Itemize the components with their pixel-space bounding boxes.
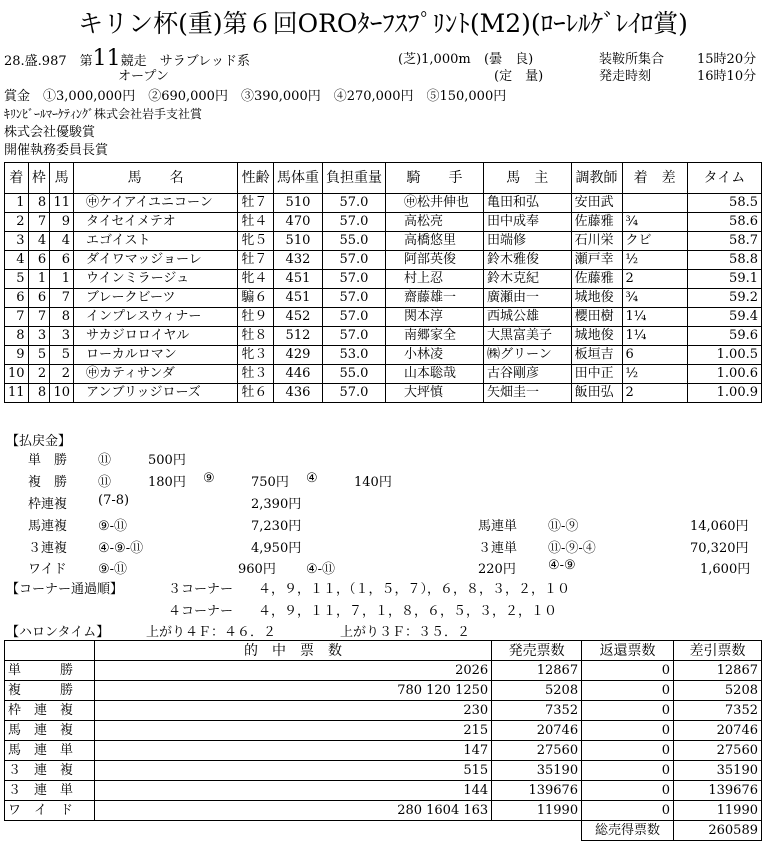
- cell-rank: 7: [5, 308, 29, 327]
- cell-jockey: 小林凌: [385, 346, 483, 365]
- ticket-cell-net: 12867: [674, 661, 762, 681]
- award-3: 開催執務委員長賞: [4, 143, 109, 158]
- cell-trainer: 瀬戸幸: [571, 251, 622, 270]
- cell-sex-age: 牝４: [238, 270, 274, 289]
- fukusho-combo-3: ④: [306, 471, 318, 486]
- cell-time: 58.8: [687, 251, 761, 270]
- ticket-row: [5, 681, 762, 701]
- cell-frame: 2: [28, 365, 50, 384]
- cell-burden: 57.0: [322, 384, 385, 403]
- result-row: [5, 346, 762, 365]
- fukusho-label: 複 勝: [28, 475, 68, 490]
- ticket-cell-net: 139676: [674, 781, 762, 801]
- cell-sex-age: 牡８: [238, 327, 274, 346]
- cell-weight: 451: [273, 270, 322, 289]
- cell-sex-age: 牡６: [238, 384, 274, 403]
- wakuren-label: 枠連複: [28, 497, 68, 512]
- fukusho-amount-1: 180円: [148, 475, 186, 490]
- cell-owner: ㈱グリーン: [484, 346, 572, 365]
- ticket-cell-sold: 11990: [492, 801, 582, 821]
- cell-weight: 470: [273, 213, 322, 232]
- col-frame: 枠: [28, 163, 50, 194]
- col-time: タイム: [687, 163, 761, 194]
- ticket-cell-refund: 0: [582, 761, 674, 781]
- cell-sex-age: 騸６: [238, 289, 274, 308]
- ticket-cell-hits: 515: [94, 761, 491, 781]
- results-header: [5, 163, 762, 194]
- cell-trainer: 城地俊: [571, 289, 622, 308]
- cell-owner: 田中成奉: [484, 213, 572, 232]
- ticket-cell-net: 27560: [674, 741, 762, 761]
- cell-time: 59.6: [687, 327, 761, 346]
- payout-label: 【払戻金】: [6, 434, 72, 449]
- fukusho-amount-3: 140円: [354, 475, 392, 490]
- cell-margin: 1¼: [622, 308, 687, 327]
- cell-frame: 8: [28, 194, 50, 213]
- cell-trainer: 飯田弘: [571, 384, 622, 403]
- cell-rank: 2: [5, 213, 29, 232]
- umaren-amount: 7,230円: [251, 519, 302, 534]
- cell-burden: 55.0: [322, 232, 385, 251]
- prize-row: 賞金 ①3,000,000円 ②690,000円 ③390,000円 ④270,000円 ⑤150,000円: [4, 89, 507, 104]
- ticket-cell-hits: 780 120 1250: [94, 681, 491, 701]
- cell-weight: 446: [273, 365, 322, 384]
- umatan-label: 馬連単: [478, 519, 518, 534]
- fukusho-amount-2: 750円: [251, 475, 289, 490]
- cell-jockey: 高松亮: [385, 213, 483, 232]
- race-number: 11: [92, 46, 121, 71]
- cell-rank: 11: [5, 384, 29, 403]
- ticket-cell-refund: 0: [582, 801, 674, 821]
- col-weight: 馬体重: [273, 163, 322, 194]
- cell-time: 1.00.5: [687, 346, 761, 365]
- race-code: 28.盛.987 第11競走 サラブレッド系: [4, 46, 251, 71]
- col-owner: 馬 主: [484, 163, 572, 194]
- fukusho-combo-1: ⑪: [98, 475, 112, 490]
- sanrentan-combo: ⑪-⑨-④: [548, 541, 596, 556]
- wide-combo-1: ⑨-⑪: [98, 562, 128, 577]
- cell-jockey: 村上忍: [385, 270, 483, 289]
- result-row: [5, 251, 762, 270]
- col-number: 馬: [50, 163, 74, 194]
- cell-trainer: 佐藤雅: [571, 270, 622, 289]
- weather: (曇 良): [484, 52, 534, 67]
- ticket-cell-refund: 0: [582, 701, 674, 721]
- ticket-row: [5, 741, 762, 761]
- corner-4-order: ４，９，１１，７，１，８，６，５，３，２，１０: [258, 604, 558, 619]
- cell-rank: 8: [5, 327, 29, 346]
- ticket-header: [5, 641, 762, 661]
- breed: サラブレッド系: [159, 54, 251, 69]
- ticket-table: [4, 640, 762, 841]
- result-row: [5, 213, 762, 232]
- cell-jockey: 南郷家全: [385, 327, 483, 346]
- cell-number: 7: [50, 289, 74, 308]
- ticket-cell-net: 35190: [674, 761, 762, 781]
- ticket-cell-sold: 12867: [492, 661, 582, 681]
- post-time: 16時10分: [697, 69, 757, 84]
- cell-margin: ½: [622, 251, 687, 270]
- cell-weight: 452: [273, 308, 322, 327]
- ticket-col-hits: 的 中 票 数: [94, 641, 491, 661]
- ticket-cell-sold: 27560: [492, 741, 582, 761]
- cell-sex-age: 牡３: [238, 365, 274, 384]
- cell-rank: 4: [5, 251, 29, 270]
- cell-sex-age: 牡７: [238, 194, 274, 213]
- cell-time: 1.00.6: [687, 365, 761, 384]
- award-2: 株式会社優駿賞: [4, 125, 96, 140]
- award-1: ｷﾘﾝﾋﾞｰﾙﾏｰｹﾃｨﾝｸﾞ株式会社岩手支社賞: [4, 107, 203, 121]
- sanrenpuku-label: ３連複: [28, 541, 68, 556]
- cell-time: 1.00.9: [687, 384, 761, 403]
- post-label: 発走時刻: [599, 69, 652, 84]
- cell-margin: [622, 194, 687, 213]
- ticket-cell-type: 馬 連 複: [5, 721, 95, 741]
- cell-horse: インプレスウィナー: [74, 308, 238, 327]
- cell-margin: ¾: [622, 289, 687, 308]
- cell-frame: 7: [28, 308, 50, 327]
- result-row: [5, 194, 762, 213]
- ticket-cell-net: 5208: [674, 681, 762, 701]
- cell-weight: 510: [273, 232, 322, 251]
- cell-weight: 436: [273, 384, 322, 403]
- cell-jockey: 齋藤雄一: [385, 289, 483, 308]
- cell-frame: 1: [28, 270, 50, 289]
- ticket-col-sold: 発売票数: [492, 641, 582, 661]
- wide-combo-2: ④-⑪: [306, 562, 336, 577]
- last-4f: 上がり４Ｆ：４６．２: [146, 625, 277, 640]
- cell-owner: 田端修: [484, 232, 572, 251]
- cell-owner: 亀田和弘: [484, 194, 572, 213]
- cell-trainer: 田中正: [571, 365, 622, 384]
- cell-jockey: 大坪慎: [385, 384, 483, 403]
- cell-rank: 5: [5, 270, 29, 289]
- umaren-combo: ⑨-⑪: [98, 519, 128, 534]
- cell-rank: 9: [5, 346, 29, 365]
- result-row: [5, 308, 762, 327]
- cell-time: 59.1: [687, 270, 761, 289]
- col-horse: 馬 名: [74, 163, 238, 194]
- results-table: [4, 162, 762, 403]
- cell-owner: 鈴木雅俊: [484, 251, 572, 270]
- cell-sex-age: 牡９: [238, 308, 274, 327]
- col-trainer: 調教師: [571, 163, 622, 194]
- cell-rank: 1: [5, 194, 29, 213]
- ticket-row: [5, 721, 762, 741]
- ticket-col-type: [5, 641, 95, 661]
- cell-margin: ½: [622, 365, 687, 384]
- wide-label: ワイド: [28, 562, 67, 577]
- result-row: [5, 289, 762, 308]
- tansho-combo: ⑪: [98, 453, 112, 468]
- cell-rank: 3: [5, 232, 29, 251]
- umatan-amount: 14,060円: [690, 519, 749, 534]
- page-title: キリン杯(重)第６回OROﾀｰﾌｽﾌﾟﾘﾝﾄ(M2)(ﾛｰﾚﾙｹﾞﾚｲﾛ賞): [78, 9, 688, 38]
- cell-sex-age: 牡７: [238, 251, 274, 270]
- total-value: 260589: [674, 821, 762, 841]
- cell-owner: 矢畑圭一: [484, 384, 572, 403]
- cell-jockey: 阿部英俊: [385, 251, 483, 270]
- cell-burden: 53.0: [322, 346, 385, 365]
- cell-horse: ㊥カティサンダ: [74, 365, 238, 384]
- tansho-amount: 500円: [148, 453, 186, 468]
- total-label: 総売得票数: [582, 821, 674, 841]
- race-class: オープン: [118, 69, 169, 84]
- cell-owner: 古谷剛彦: [484, 365, 572, 384]
- cell-frame: 8: [28, 384, 50, 403]
- prize-values: ①3,000,000円 ②690,000円 ③390,000円 ④270,000円 ⑤150,000円: [43, 89, 507, 104]
- ticket-cell-refund: 0: [582, 661, 674, 681]
- fukusho-combo-2: ⑨: [203, 471, 215, 486]
- ticket-cell-sold: 5208: [492, 681, 582, 701]
- course: (芝)1,000m: [398, 52, 471, 67]
- cell-burden: 57.0: [322, 251, 385, 270]
- cell-margin: クビ: [622, 232, 687, 251]
- ticket-cell-sold: 35190: [492, 761, 582, 781]
- cell-horse: ローカルロマン: [74, 346, 238, 365]
- corner-3-order: ４，９，１１，（１，５，７），６，８，３，２，１０: [258, 582, 571, 597]
- ticket-cell-hits: 215: [94, 721, 491, 741]
- cell-number: 3: [50, 327, 74, 346]
- cell-margin: 6: [622, 346, 687, 365]
- cell-burden: 57.0: [322, 194, 385, 213]
- ticket-row: [5, 701, 762, 721]
- cell-owner: 鈴木克紀: [484, 270, 572, 289]
- wide-amount-1: 960円: [238, 562, 276, 577]
- ticket-cell-type: ３ 連 単: [5, 781, 95, 801]
- cell-weight: 432: [273, 251, 322, 270]
- cell-horse: ウインミラージュ: [74, 270, 238, 289]
- corner-3-label: ３コーナー: [168, 582, 234, 597]
- ticket-row: [5, 781, 762, 801]
- ticket-col-net: 差引票数: [674, 641, 762, 661]
- cell-margin: ¾: [622, 213, 687, 232]
- cell-frame: 6: [28, 289, 50, 308]
- ticket-cell-hits: 144: [94, 781, 491, 801]
- cell-jockey: 山本聡哉: [385, 365, 483, 384]
- cell-trainer: 安田武: [571, 194, 622, 213]
- ticket-cell-refund: 0: [582, 781, 674, 801]
- cell-frame: 7: [28, 213, 50, 232]
- cell-burden: 55.0: [322, 365, 385, 384]
- cell-owner: 西城公雄: [484, 308, 572, 327]
- cell-horse: サカジロロイヤル: [74, 327, 238, 346]
- cell-number: 2: [50, 365, 74, 384]
- cell-weight: 451: [273, 289, 322, 308]
- col-burden: 負担重量: [322, 163, 385, 194]
- col-sex-age: 性齢: [238, 163, 274, 194]
- saddling-time: 15時20分: [697, 52, 757, 67]
- ticket-cell-sold: 7352: [492, 701, 582, 721]
- col-rank: 着: [5, 163, 29, 194]
- cell-trainer: 城地俊: [571, 327, 622, 346]
- cell-margin: 2: [622, 270, 687, 289]
- cell-horse: ㊥ケイアイユニコーン: [74, 194, 238, 213]
- ticket-row: [5, 801, 762, 821]
- wide-amount-3: 1,600円: [700, 562, 751, 577]
- ticket-row: [5, 661, 762, 681]
- sanrenpuku-amount: 4,950円: [251, 541, 302, 556]
- ticket-cell-net: 11990: [674, 801, 762, 821]
- umatan-combo: ⑪-⑨: [548, 519, 579, 534]
- cell-owner: 大黒富美子: [484, 327, 572, 346]
- ticket-cell-type: 馬 連 単: [5, 741, 95, 761]
- corner-4-label: ４コーナー: [168, 604, 234, 619]
- cell-burden: 57.0: [322, 213, 385, 232]
- sanrentan-amount: 70,320円: [690, 541, 749, 556]
- ticket-cell-net: 7352: [674, 701, 762, 721]
- ticket-cell-refund: 0: [582, 681, 674, 701]
- cell-number: 9: [50, 213, 74, 232]
- cell-trainer: 石川栄: [571, 232, 622, 251]
- cell-rank: 10: [5, 365, 29, 384]
- result-row: [5, 327, 762, 346]
- col-margin: 着 差: [622, 163, 687, 194]
- ticket-cell-hits: 230: [94, 701, 491, 721]
- cell-owner: 廣瀬由一: [484, 289, 572, 308]
- ticket-cell-refund: 0: [582, 721, 674, 741]
- cell-jockey: ㊥松井伸也: [385, 194, 483, 213]
- cell-sex-age: 牝３: [238, 346, 274, 365]
- ticket-cell-type: 枠 連 複: [5, 701, 95, 721]
- cell-number: 11: [50, 194, 74, 213]
- cell-rank: 6: [5, 289, 29, 308]
- cell-number: 10: [50, 384, 74, 403]
- sanrenpuku-combo: ④-⑨-⑪: [98, 541, 144, 556]
- wide-combo-3: ④-⑨: [548, 558, 576, 573]
- saddling-label: 装鞍所集合: [599, 52, 665, 67]
- last-3f: 上がり３Ｆ：３５．２: [340, 625, 471, 640]
- cell-number: 4: [50, 232, 74, 251]
- cell-trainer: 櫻田樹: [571, 308, 622, 327]
- cell-horse: エゴイスト: [74, 232, 238, 251]
- cell-time: 58.7: [687, 232, 761, 251]
- result-row: [5, 384, 762, 403]
- cell-horse: ダイワマッジョーレ: [74, 251, 238, 270]
- ticket-col-refund: 返還票数: [582, 641, 674, 661]
- cell-frame: 5: [28, 346, 50, 365]
- result-row: [5, 365, 762, 384]
- cell-sex-age: 牡４: [238, 213, 274, 232]
- cell-time: 59.2: [687, 289, 761, 308]
- cell-burden: 57.0: [322, 327, 385, 346]
- tansho-label: 単 勝: [28, 453, 68, 468]
- wide-amount-2: 220円: [478, 562, 516, 577]
- corners-label: 【コーナー通過順】: [6, 582, 124, 597]
- ticket-cell-sold: 20746: [492, 721, 582, 741]
- cell-burden: 57.0: [322, 289, 385, 308]
- cell-burden: 57.0: [322, 270, 385, 289]
- cell-weight: 429: [273, 346, 322, 365]
- cell-horse: アンブリッジローズ: [74, 384, 238, 403]
- cell-time: 58.6: [687, 213, 761, 232]
- cell-margin: 1¼: [622, 327, 687, 346]
- ticket-cell-type: 複 勝: [5, 681, 95, 701]
- cell-trainer: 板垣吉: [571, 346, 622, 365]
- result-row: [5, 232, 762, 251]
- ticket-cell-refund: 0: [582, 741, 674, 761]
- furlong-label: 【ハロンタイム】: [6, 625, 110, 640]
- wakuren-amount: 2,390円: [251, 497, 302, 512]
- result-row: [5, 270, 762, 289]
- cell-frame: 3: [28, 327, 50, 346]
- sanrentan-label: ３連単: [478, 541, 518, 556]
- ticket-cell-type: 単 勝: [5, 661, 95, 681]
- cell-number: 5: [50, 346, 74, 365]
- going: (定 量): [494, 69, 544, 84]
- cell-trainer: 佐藤雅: [571, 213, 622, 232]
- ticket-row: [5, 761, 762, 781]
- cell-time: 59.4: [687, 308, 761, 327]
- ticket-cell-hits: 2026: [94, 661, 491, 681]
- cell-weight: 512: [273, 327, 322, 346]
- ticket-cell-type: ３ 連 複: [5, 761, 95, 781]
- umaren-label: 馬連複: [28, 519, 68, 534]
- cell-sex-age: 牝５: [238, 232, 274, 251]
- cell-jockey: 高橋悠里: [385, 232, 483, 251]
- ticket-cell-hits: 280 1604 163: [94, 801, 491, 821]
- cell-time: 58.5: [687, 194, 761, 213]
- cell-margin: 2: [622, 384, 687, 403]
- ticket-cell-type: ワ イ ド: [5, 801, 95, 821]
- ticket-cell-sold: 139676: [492, 781, 582, 801]
- cell-horse: ブレークビーツ: [74, 289, 238, 308]
- cell-number: 1: [50, 270, 74, 289]
- ticket-cell-net: 20746: [674, 721, 762, 741]
- cell-horse: タイセイメテオ: [74, 213, 238, 232]
- cell-number: 6: [50, 251, 74, 270]
- cell-number: 8: [50, 308, 74, 327]
- cell-weight: 510: [273, 194, 322, 213]
- cell-burden: 57.0: [322, 308, 385, 327]
- ticket-total-row: [5, 821, 762, 841]
- cell-frame: 4: [28, 232, 50, 251]
- cell-frame: 6: [28, 251, 50, 270]
- wakuren-combo: (7-8): [98, 493, 130, 508]
- col-jockey: 騎 手: [385, 163, 483, 194]
- cell-jockey: 関本淳: [385, 308, 483, 327]
- ticket-cell-hits: 147: [94, 741, 491, 761]
